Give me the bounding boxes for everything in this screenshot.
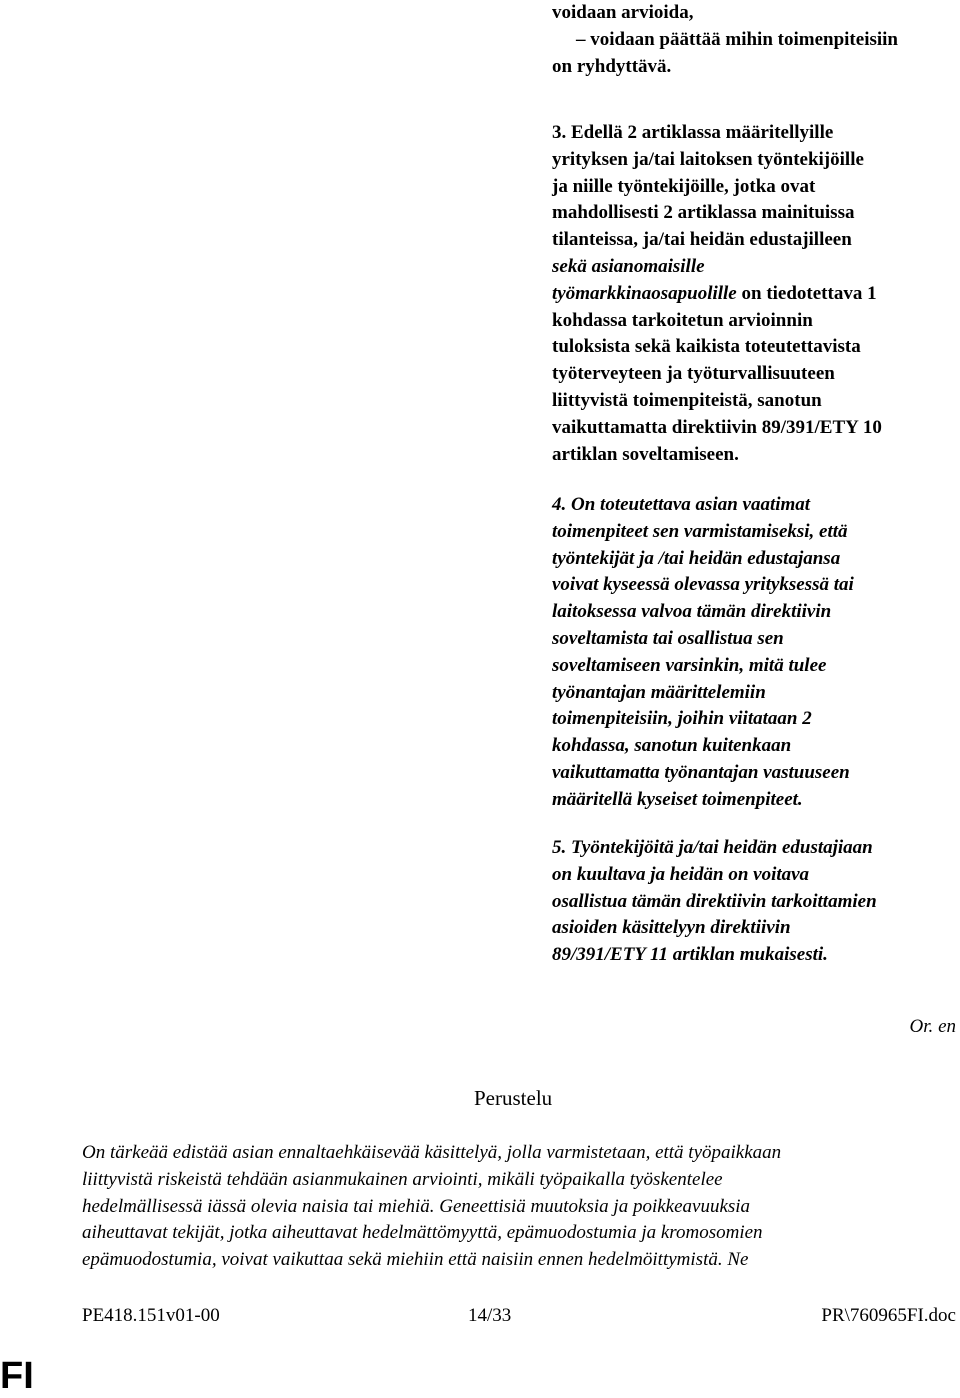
text-line: soveltamista tai osallistua sen: [552, 627, 784, 649]
text-line: määritellä kyseiset toimenpiteet.: [552, 788, 803, 810]
text-line: toimenpiteet sen varmistamiseksi, että: [552, 520, 848, 542]
justification-text: [82, 1140, 942, 1274]
text-line: liittyvistä toimenpiteistä, sanotun: [552, 389, 822, 411]
text-line: tuloksista sekä kaikista toteutettavista: [552, 336, 861, 358]
text-line: työterveyteen ja työturvallisuuteen: [552, 363, 835, 385]
text-span-italic: työmarkkinaosapuolille: [552, 282, 737, 304]
amendment-paragraph-3: [552, 120, 956, 468]
original-label: Or.: [909, 1016, 934, 1037]
text-line: asioiden käsittelyyn direktiivin: [552, 917, 791, 939]
text-line: työnantajan määrittelemiin: [552, 681, 766, 703]
text-line: on kuultava ja heidän on voitava: [552, 863, 810, 885]
amendment-paragraph-4: [552, 492, 956, 814]
justification-heading: Perustelu: [474, 1086, 553, 1110]
text-line: osallistua tämän direktiivin tarkoittamien: [552, 890, 877, 912]
text-line: työntekijät ja /tai heidän edustajansa: [552, 547, 841, 569]
text-line: artiklan soveltamiseen.: [552, 443, 739, 465]
text-line: laitoksessa valvoa tämän direktiivin: [552, 601, 832, 623]
text-line: hedelmällisessä iässä olevia naisia tai miehiä. Geneettisiä muutoksia ja poikkeavuuksia: [82, 1195, 751, 1217]
text-span: on tiedotettava 1: [736, 282, 877, 304]
original-lang: en: [938, 1016, 956, 1037]
text-line: epämuodostumia, voivat vaikuttaa sekä miehiin että naisiin ennen hedelmöittymistä. Ne: [82, 1249, 749, 1271]
text-line: kohdassa tarkoitetun arvioinnin: [552, 309, 813, 331]
text-line: aiheuttavat tekijät, jotka aiheuttavat hedelmättömyyttä, epämuodostumia ja kromosomien: [82, 1222, 763, 1244]
text-line: tilanteissa, ja/tai heidän edustajilleen: [552, 229, 852, 251]
text-line: toimenpiteisiin, joihin viitataan 2: [552, 708, 812, 730]
text-line: voidaan arvioida,: [552, 2, 694, 23]
text-line: 4. On toteutettava asian vaatimat: [552, 494, 811, 515]
text-line: – voidaan päättää mihin toimenpiteisiin: [576, 28, 898, 50]
text-line: 3. Edellä 2 artiklassa määritellyille: [552, 122, 834, 143]
amendment-paragraph-5: [552, 835, 956, 969]
text-line: sekä asianomaisille: [552, 255, 705, 277]
text-line: yrityksen ja/tai laitoksen työntekijöille: [552, 148, 864, 170]
language-code: FI: [0, 1355, 34, 1397]
text-line: kohdassa, sanotun kuitenkaan: [552, 735, 792, 757]
text-line: vaikuttamatta työnantajan vastuuseen: [552, 761, 850, 783]
text-line: [552, 281, 956, 308]
footer-page-number: 14/33: [468, 1305, 512, 1326]
text-line: 89/391/ETY 11 artiklan mukaisesti.: [552, 944, 828, 966]
amendment-text-top: [552, 0, 956, 80]
text-line: vaikuttamatta direktiivin 89/391/ETY 10: [552, 416, 882, 438]
original-language-note: [910, 1016, 956, 1038]
text-line: soveltamiseen varsinkin, mitä tulee: [552, 654, 827, 676]
text-line: voivat kyseessä olevassa yrityksessä tai: [552, 574, 854, 596]
text-line: liittyvistä riskeistä tehdään asianmukainen arviointi, mikäli työpaikalla työskentelee: [82, 1168, 723, 1190]
text-line: on ryhdyttävä.: [552, 55, 672, 77]
text-line: On tärkeää edistää asian ennaltaehkäisevää käsittelyä, jolla varmistetaan, että työpaikkaan: [82, 1142, 782, 1163]
text-line: 5. Työntekijöitä ja/tai heidän edustajiaan: [552, 837, 873, 858]
footer-doc-ref: PE418.151v01-00: [82, 1305, 220, 1326]
text-line: mahdollisesti 2 artiklassa mainituissa: [552, 202, 855, 224]
footer-file-name: PR\760965FI.doc: [821, 1305, 956, 1326]
text-line: ja niille työntekijöille, jotka ovat: [552, 175, 816, 197]
